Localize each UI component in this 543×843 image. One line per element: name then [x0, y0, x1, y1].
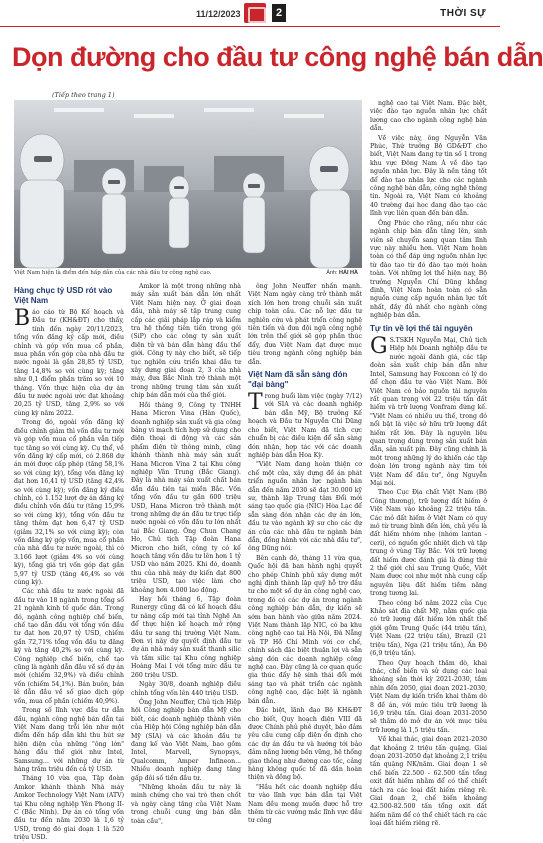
paragraph: Hay hồi tháng 6, Tập đoàn Runergy cũng đã có kế hoạch đầu tư nâng cấp mới tại tỉnh Nghệ An để thực hiện kế hoạch mở rộng đầu tư sang thị trường Việt Nam. Đơn vị này dự quyết định đầu tư dự án nhà máy sản xuất thanh silic và tấm silic tại Khu công nghiệp Hoàng Mai I với tổng mức đầu tư 260 triệu USD. [131, 596, 241, 679]
paragraph: Theo Quy hoạch thăm dò, khai thác, chế biến và sử dụng các loại khoáng sản thời kỳ 2021-2030, tầm nhìn đến 2050, giai đoạn 2021-2030, Việt Nam dự kiến triển khai thăm dò 8 đề án, với mức tiêu trữ lượng là 16,9 triệu tấn. Giai đoạn 2031-2050 sẽ thăm dò mở dư án với mục tiêu trữ lượng là 1,5 triệu tấn. [370, 659, 487, 734]
issue-date: 11/12/2023 [196, 9, 241, 19]
paragraph: Ngày 30/8, doanh nghiệp điều chỉnh tổng vốn lên 440 triệu USD. [131, 681, 241, 697]
paragraph: ông John Neuffer nhấn mạnh. Việt Nam ngày càng trở thành mắt xích lớn hơn trong chuỗi sản xuất chip toàn cầu. Các nỗ lực đầu tư nghiên cứu và phát triển công nghệ tiên tiến và đưa đội ngũ công nghệ lớn trên thế giới sẽ góp phần thúc đẩy, đưa Việt Nam đạt được mục tiêu trong ngành công nghiệp bán dẫn. [248, 283, 362, 366]
paragraph: Theo công bố năm 2022 của Cục Khảo sát địa chất Mỹ, nằm quốc gia có trữ lượng đất hiếm lớn nhất thế giới gồm Trung Quốc (44 triệu tấn), Việt Nam (22 triệu tấn), Brazil (21 triệu tấn), Nga (21 triệu tấn), Ấn Độ (6,9 triệu tấn). [370, 599, 487, 658]
paragraph: Trong buổi làm việc (ngày 7/12) với SIA và các doanh nghiệp bán dẫn Mỹ, Bộ trưởng Kế hoạch và Đầu tư Nguyễn Chí Dũng cho biết, Việt Nam đã tích cực chuẩn bị các điều kiện để sẵn sàng đón nhận, hợp tác với các doanh nghiệp bán dẫn Hoa Kỳ. [248, 390, 362, 459]
paragraph: Trong số lĩnh vực đầu tư dẫn đầu, ngành công nghệ bán dẫn tại Việt Nam đang trỗi lên như một điểm đến hấp dẫn khi thu hút sự hiện diện của những "ông lớn" hàng đầu thế giới như Intel, Samsung... với những dự án từ hàng trăm triệu đến cả tỷ USD. [14, 707, 124, 773]
paragraph: Các nhà đầu tư nước ngoài đã đầu tư vào 18 ngành trong tổng số 21 ngành kinh tế quốc dân. Trong đó, ngành công nghiệp chế biến, chế tạo dẫn đầu với tổng vốn đầu tư đạt hơn 20,97 tỷ USD, chiếm gần 72,71% tổng vốn đầu tư đăng ký và tăng 40,2% so với cùng kỳ. Công nghiệp chế biến, chế tạo cũng là ngành dẫn đầu về số dự án mới (chiếm 32,9%) và điều chỉnh vốn (chiếm 54,1%). Bán buôn, bán lẻ dẫn đầu về số giao dịch góp vốn, mua cổ phần (chiếm 40,9%). [14, 588, 124, 705]
cleanroom-photo-illustration [14, 100, 362, 268]
photo-caption [14, 270, 362, 276]
paragraph: Về việc này, ông Nguyễn Văn Phúc, Thứ trưởng Bộ GD&ĐT cho biết, Việt Nam đang tự tin số 1 trong khu vực Đông Nam Á về đào tạo nguồn nhân lực. Đây là nền tảng tốt để đào tạo nhân lực cho các ngành công nghệ bán dẫn, công nghệ thông tin. Ngoài ra, Việt Nam có khoảng 40 trường đại học đang đào tạo các lĩnh vực liên quan đến bán dẫn. [370, 134, 487, 218]
paragraph: Ông Phúc cho rằng, nếu như các ngành chip bán dẫn tăng lên, sinh viên sẽ chuyển sang quan tâm lĩnh vực này nhiều hơn. Việt Nam hoàn toàn có thể đáp ứng nguồn nhân lực từ đào tạo từ đó đào tạo mới hoàn toàn. Với những lợi thế hiện nay, Bộ trưởng Nguyễn Chí Dũng khẳng định, Việt Nam hoàn toàn có sẵn nguồn cung cấp nguồn nhân lực tốt nhất, đầy đủ nhất cho ngành công nghiệp bán dẫn. [370, 219, 487, 320]
paragraph: "Những khoản đầu tư này là minh chứng cho vai trò then chốt và ngày càng tăng của Việt Nam trong chuỗi cung ứng bán dẫn toàn cầu", [131, 783, 241, 825]
paragraph: Bên cạnh đó, tháng 11 vừa qua, Quốc hội đã ban hành nghị quyết cho phép Chính phủ xây dựng một nghị định thành lập quỹ hỗ trợ đầu tư cho một số dự án công nghệ cao, trong đó có các dự án trong ngành công nghiệp bán dẫn, dự kiến sẽ sớm ban hành vào giữa năm 2024. Việt Nam thành lập NIC, có ba khu công nghệ cao tại Hà Nội, Đà Nẵng và TP Hồ Chí Minh với cơ chế, chính sách đặc biệt thuận lợi và sẵn sàng đón các doanh nghiệp công nghệ cao. Đây cũng là cơ quan quốc gia thúc đẩy hệ sinh thái đổi mới sáng tạo và phát triển các ngành công nghệ cao, đặc biệt là ngành bán dẫn. [248, 554, 362, 705]
photo-credit-label: Ảnh: [326, 270, 338, 276]
paragraph: Theo Cục Địa chất Việt Nam (Bộ Công thương), trữ lượng đất hiếm ở Việt Nam vào khoảng 22 triệu tấn. Các mỏ đất hiếm ở Việt Nam có quy mô từ trung bình đến lớn, chủ yếu là đất hiếm nhóm nhẹ (nhóm lantan - ceri), có nguồn gốc nhiệt dịch và tập trung ở vùng Tây Bắc. Với trữ lượng đất hiếm được đánh giá là đứng thứ 2 thế giới chỉ sau Trung Quốc, Việt Nam được coi như một nhà cung cấp nguyên liệu đất hiếm tiềm năng trong tương lai. [370, 489, 487, 598]
article-column-2 [131, 283, 242, 825]
subheading: Việt Nam đã sẵn sàng đón "đại bàng" [248, 370, 348, 389]
paragraph: Amkor là một trong những nhà máy sản xuất bán dẫn lớn nhất Việt Nam hiện nay. Ở giai đoạn đầu, nhà máy sẽ tập trung cung cấp các giải pháp lắp ráp và kiểm tra hệ thống tiên tiến trong gói (SiP) cho các công ty sản xuất điện tử và bán dẫn hàng đầu thế giới. Công ty này cho biết, sẽ tiếp tục nghiên cứu triển khai đầu tư xây dựng giai đoạn 2, 3 của nhà máy, đưa Bắc Ninh trở thành một trong những trung tâm sản xuất chip bán dẫn mới của thế giới. [131, 283, 241, 400]
paragraph: GS.TSKH Nguyễn Mại, Chủ tịch Hiệp hội Doanh nghiệp đầu tư nước ngoài đánh giá, các tập đoàn sản xuất chip bán dẫn như Intel, Samsung hay Foxconn có lý do để chọn đầu tư vào Việt Nam. Bởi Việt Nam có bảo nguồn tài nguyên rất quan trọng với 22 triệu tấn đất hiếm và trữ lượng Vonfram đứng kế. "Việt Nam có nhiều ưu thế, trong đó nổi bật là việc sở hữu trữ lượng đất hiếm rất lớn. Đây là nguyên liệu quan trọng dùng trong sản xuất bán dẫn, sản xuất pin. Đây cũng chính là một trong những lý do khiến các tập đoàn lớn trong ngành này tìm tới Việt Nam để đầu tư", ông Nguyễn Mại nói. [370, 334, 487, 487]
photo-credit [326, 270, 358, 276]
continued-note: (Tiếp theo trang 1) [52, 91, 115, 99]
paragraph: "Việt Nam đang hoàn thiện cơ chế một cửa, xây dựng đề án phát triển nguồn nhân lực ngành bán dẫn đến năm 2030 sẽ đạt 30.000 kỹ sư, thành lập Trung tâm Đổi mới sáng tạo quốc gia (NIC) Hòa Lạc để sẵn sàng đón nhận các dự án lớn, đầu tư vào ngành kỹ sư cho các dự án của các nhà đầu tư ngành bán dẫn, đồng hành với các nhà đầu tư", ông Dũng nói. [248, 461, 362, 553]
header-rule [0, 26, 500, 27]
article-headline: Dọn đường cho đầu tư công nghệ bán dẫn [12, 42, 543, 72]
paragraph: Báo cáo từ Bộ Kế hoạch và Đầu tư (KH&ĐT) cho thấy, tính đến ngày 20/11/2023, tổng vốn đăng ký cấp mới, điều chỉnh và góp vốn mua cổ phần, mua phần vốn góp của nhà đầu tư nước ngoài là gần 28,85 tỷ USD, tăng 14,8% so với cùng kỳ; tăng như 0,1 điểm phần trăm so với 10 tháng. Vốn thực hiện của dự án đầu tư nước ngoài ước đạt khoảng 20,25 tỷ USD, tăng 2,9% so với cùng kỳ năm 2022. [14, 306, 124, 417]
paragraph: Đặc biệt, lãnh đạo Bộ KH&ĐT cho biết, Quy hoạch điện VIII đã được Chính phủ phê duyệt, bảo đảm yêu cầu cung cấp điện ổn định cho các dự án đầu tư và hướng tới bảo đảm năng lượng bền vững, hệ thống giao thông như đường cao tốc, cảng hàng không quốc tế đã dần hoàn thiện và đồng bộ. [248, 707, 362, 782]
photo-credit-name: HẢI HÀ [339, 270, 358, 276]
page-header [0, 0, 500, 28]
paragraph: "Hầu hết các doanh nghiệp đầu tư vào lĩnh vực bán dẫn tại Việt Nam đều mong muốn được hỗ trợ thêm từ các vướng mắc lĩnh vực đầu tư công [248, 783, 362, 825]
article-column-1 [14, 283, 124, 842]
paragraph: Hồi tháng 9, Công ty TNHH Hana Micron Vina (Hàn Quốc), doanh nghiệp sản xuất và gia công bảng vi mạch tích hợp sử dụng cho điện thoại di động và các sản phẩm điện tử thông minh, cũng khánh thành nhà máy sản xuất Hana Micron Vina 2 tại Khu công nghiệp Vân Trung (Bắc Giang). Đây là nhà máy sản xuất chất bán dẫn đầu tiên tại miền Bắc. Vốn tổng vốn đầu tư gần 600 triệu USD, Hana Micron trở thành một trong những dự án đầu tư trực tiếp nước ngoài có vốn đầu tư lớn nhất tại Bắc Giang. Ông Chun Chang Ho, Chủ tịch Tập đoàn Hana Micron cho biết, công ty có kế hoạch tăng vốn đầu tư lên hơn 1 tỷ USD vào năm 2025. Khi đó, doanh thu của nhà máy dự kiến đạt 800 triệu USD, tạo việc làm cho khoảng hơn 4.000 lao động. [131, 401, 241, 594]
paragraph: nghệ cao tại Việt Nam. Đặc biệt, việc đào tạo nguồn nhân lực chất lượng cao cho ngành công nghệ bán dẫn. [370, 100, 487, 133]
article-column-4 [370, 100, 487, 828]
paragraph: Ông John Neuffer, Chủ tịch Hiệp hội Công nghiệp bán dẫn Mỹ cho biết, các doanh nghiệp thành viên của Hiệp hội Công nghiệp bán dẫn Mỹ (SIA) và các khoản đầu tư đang kế vào Việt Nam, bao gồm Intel, Marvell, Synopsys, Qualcomm, Amper Infineon... Nhiều doanh nghiệp đang tăng gấp đôi số tiền đầu tư. [131, 698, 242, 782]
article-photo [14, 100, 362, 268]
paragraph: Tháng 10 vừa qua, Tập đoàn Amkor khánh thành Nhà máy Amkor Technology Việt Nam (ATV) tại Khu công nghiệp Yên Phong II-C (Bắc Ninh). Dự án có tổng vốn đầu tư đến năm 2030 là 1,6 tỷ USD, trong đó giai đoạn 1 là 520 triệu USD. [14, 775, 124, 842]
subheading: Hàng chục tỷ USD rót vào Việt Nam [14, 286, 113, 305]
section-name: THỜI SỰ [440, 8, 486, 19]
page-number: 2 [272, 4, 286, 22]
paragraph: Trong đó, ngoài vốn đăng ký điều chỉnh giảm thì vốn đầu tư mới và góp vốn mua cổ phần vẫn tiếp tục tăng so với cùng kỳ. Cụ thể, về vốn đăng ký cấp mới, có 2.868 dự án mới được cấp phép (tăng 58,1% so với cùng kỳ), tổng vốn đăng ký đạt hơn 16,41 tỷ USD (tăng 42,4% so với cùng kỳ); vốn đăng ký điều chỉnh, có 1.152 lượt dự án đăng ký điều chỉnh vốn đầu tư (tăng 15,9% so với cùng kỳ), tổng vốn đầu tư tăng thêm đạt hơn 6,47 tỷ USD (giảm 32,1% so với cùng kỳ); còn vốn đăng ký góp vốn, mua cổ phần của nhà đầu tư nước ngoài, thì có 3.166 lượt (giảm 4% so với cùng kỳ), tổng giá trị vốn góp đạt gần 5,97 tỷ USD (tăng 46,4% so với cùng kỳ). [14, 419, 124, 586]
photo-caption-text: Việt Nam hiện là điểm đến hấp dẫn của các nhà đầu tư công nghệ cao. [14, 270, 212, 276]
newspaper-logo [244, 3, 266, 23]
paragraph: Về khai thác, giai đoạn 2021-2030 đạt khoảng 2 triệu tấn quặng. Giai đoạn 2031-2050 đạt khoảng 2,1 triệu tấn quặng NK/năm. Giai đoạn 1 sẽ chế biến 22.500 - 62.500 tấn tổng oxit đất hiếm nhằm để có thể chiết tách ra các loại đất hiếm riêng rẽ. Giai đoạn 2, chế biến khoảng 42.500-82.500 tấn tổng oxit đất hiếm năm để có thể chiết tách ra các loại đất hiếm riêng rẽ. [370, 736, 487, 828]
subheading: Tự tin về lợi thế tài nguyên [370, 323, 473, 333]
article-column-3 [248, 283, 362, 825]
